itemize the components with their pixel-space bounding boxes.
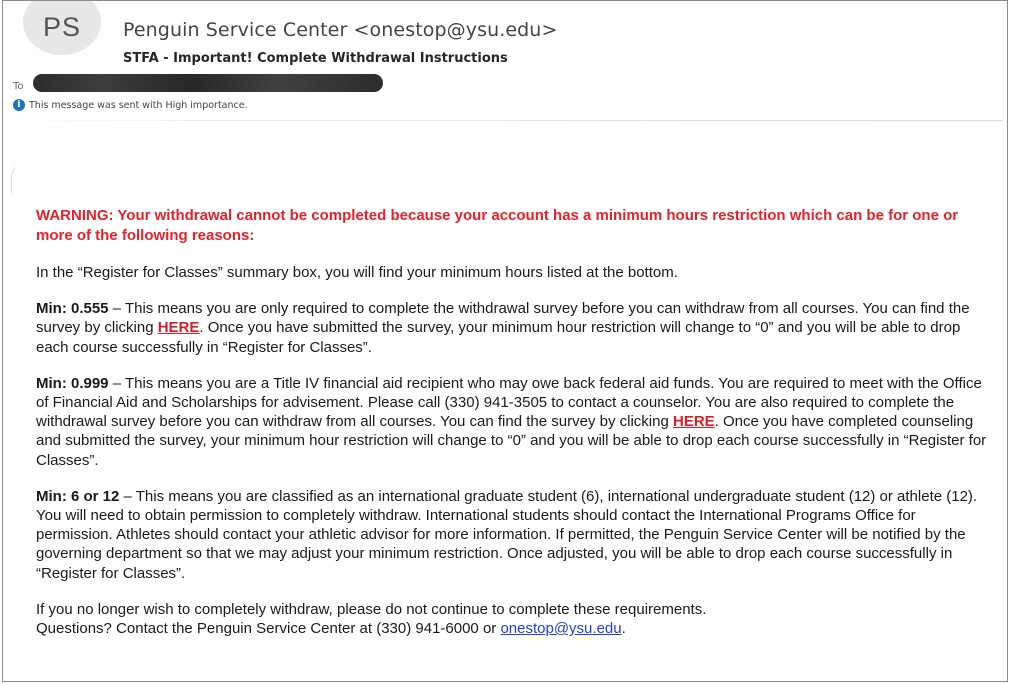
info-icon: i bbox=[13, 99, 25, 111]
sender-name[interactable]: Penguin Service Center <onestop@ysu.edu> bbox=[123, 19, 558, 41]
min-0555-label: Min: 0.555 bbox=[36, 300, 109, 318]
importance-note: This message was sent with High importance. bbox=[29, 99, 248, 111]
closing-line-1: If you no longer wish to completely withdraw, please do not continue to complete these requirements. bbox=[36, 600, 707, 618]
min-0999-text-a: – This means you are a Title IV financial aid recipient who may owe back federal aid funds. You are required to meet with the Office of Financial Aid and Scholarships for advisement. Please call (330) 941-3505 to contact a counselor. You are also required to complete the withdrawal survey before you can withdraw from all courses. You can find the survey by clicking bbox=[36, 374, 982, 431]
min-6-12-text: – This means you are classified as an international graduate student (6), international undergraduate student (12) or athlete (12). You will need to obtain permission to completely withdraw. International students should contact the International Programs Office for permission. Athletes should contact your athletic advisor for more information. If permitted, the Penguin Service Center will be notified by the governing department so that we may adjust your minimum restriction. Once adjusted, you will be able to drop each course successfully in “Register for Classes”. bbox=[36, 487, 978, 582]
closing-period: . bbox=[621, 620, 626, 638]
importance-banner bbox=[13, 99, 248, 111]
email-link[interactable]: onestop@ysu.edu bbox=[500, 620, 622, 638]
min-0999-label: Min: 0.999 bbox=[36, 374, 109, 392]
min-0555-text-a: – This means you are only required to complete the withdrawal survey before you can withdraw from all courses. You can find the survey by clicking bbox=[36, 300, 970, 337]
min-6-12-paragraph bbox=[36, 487, 996, 583]
min-0555-text-b: . Once you have submitted the survey, your minimum hour restriction will change to “0” and you will be able to drop each course successfully in “Register for Classes”. bbox=[36, 319, 961, 356]
survey-link-2[interactable]: HERE bbox=[672, 413, 715, 431]
sender-avatar[interactable] bbox=[23, 0, 101, 55]
warning-heading: WARNING: Your withdrawal cannot be completed because your account has a minimum hours restriction which can be for one or more of the following reasons: bbox=[36, 207, 959, 244]
intro-paragraph: In the “Register for Classes” summary box, you will find your minimum hours listed at the bottom. bbox=[36, 264, 678, 281]
email-body bbox=[36, 206, 996, 638]
min-0999-paragraph bbox=[36, 374, 996, 470]
header-divider bbox=[3, 120, 1003, 121]
closing-line-2 bbox=[36, 619, 996, 638]
min-6-12-label: Min: 6 or 12 bbox=[36, 487, 120, 505]
survey-link-1[interactable]: HERE bbox=[157, 319, 200, 337]
email-window bbox=[2, 0, 1008, 682]
to-label: To bbox=[13, 81, 24, 92]
min-0999-text-b: . Once you have completed counseling and submitted the survey, your minimum hour restriction will change to “0” and you will be able to drop each course successfully in “Register for Classes”. bbox=[36, 413, 987, 469]
questions-text: Questions? Contact the Penguin Service Center at (330) 941-6000 or bbox=[36, 620, 501, 638]
email-subject: STFA - Important! Complete Withdrawal Instructions bbox=[123, 51, 508, 66]
min-0555-paragraph bbox=[36, 299, 996, 357]
redacted-recipient bbox=[33, 74, 383, 92]
closing-section bbox=[36, 600, 996, 638]
avatar-initials: PS bbox=[42, 11, 82, 42]
decorative-curve bbox=[11, 163, 26, 193]
